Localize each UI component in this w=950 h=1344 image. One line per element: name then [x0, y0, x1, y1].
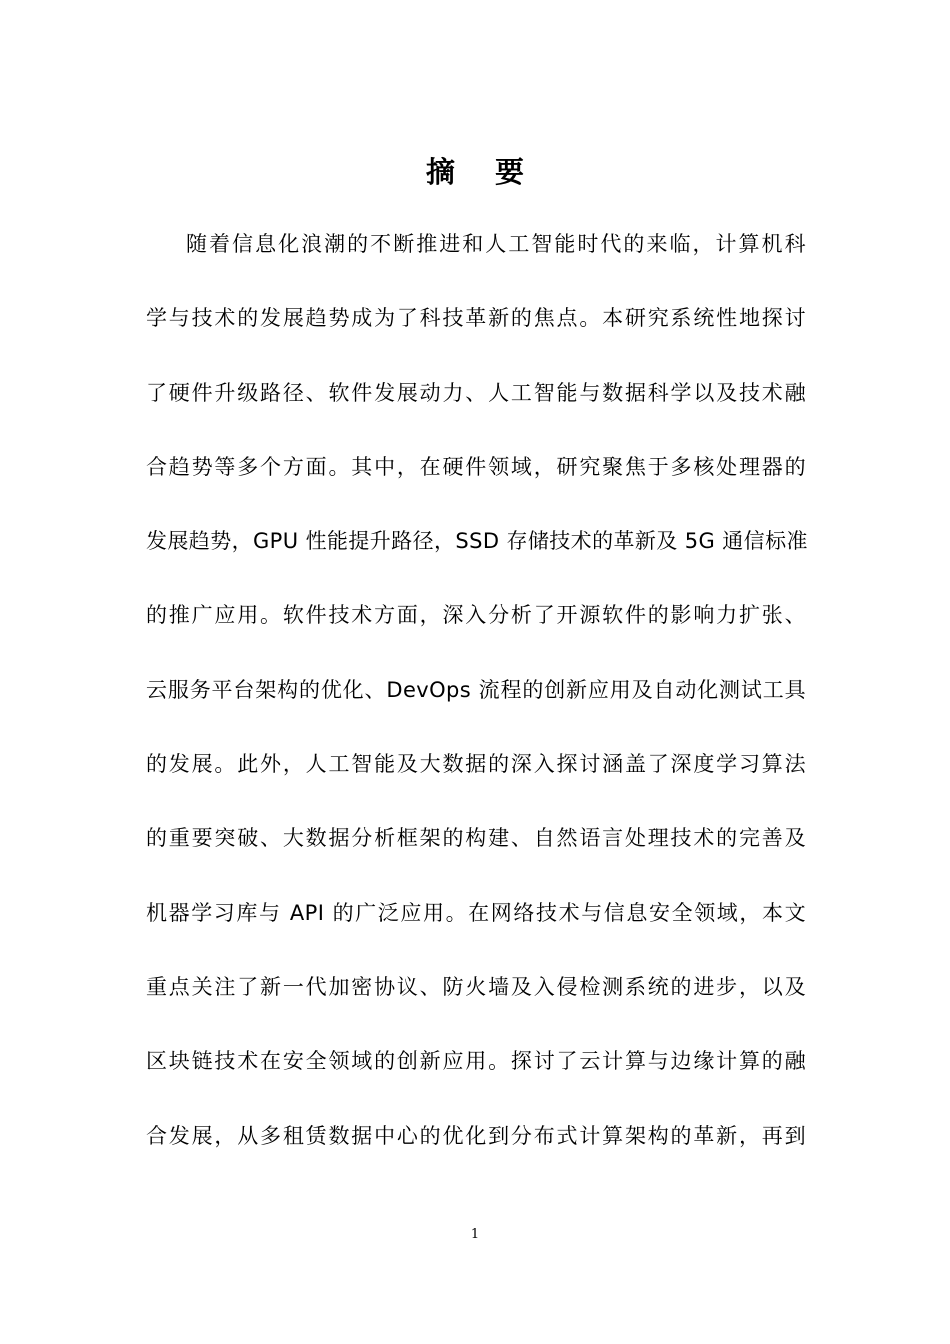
- abstract-title-part-1: 摘: [425, 155, 455, 189]
- paragraph-line: 的发展。此外，人工智能及大数据的深入探讨涵盖了深度学习算法: [146, 752, 806, 777]
- paragraph-line: 合趋势等多个方面。其中，在硬件领域，研究聚焦于多核处理器的: [146, 454, 806, 479]
- abstract-title-part-2: 要: [495, 155, 525, 189]
- paragraph-line: 学与技术的发展趋势成为了科技革新的焦点。本研究系统性地探讨: [146, 306, 806, 331]
- paragraph-line: 重点关注了新一代加密协议、防火墙及入侵检测系统的进步，以及: [146, 974, 806, 999]
- abstract-title: [0, 152, 950, 192]
- paragraph-line: 的重要突破、大数据分析框架的构建、自然语言处理技术的完善及: [146, 826, 806, 851]
- page-number: 1: [470, 1227, 480, 1242]
- abstract-paragraph: [146, 224, 806, 1190]
- paragraph-line: 的推广应用。软件技术方面，深入分析了开源软件的影响力扩张、: [146, 603, 806, 628]
- paragraph-line: 随着信息化浪潮的不断推进和人工智能时代的来临，计算机科: [186, 232, 806, 256]
- paragraph-line: 机器学习库与 API 的广泛应用。在网络技术与信息安全领域，本文: [146, 900, 806, 925]
- paragraph-line: 发展趋势，GPU 性能提升路径，SSD 存储技术的革新及 5G 通信标准: [146, 529, 808, 554]
- paragraph-line: 区块链技术在安全领域的创新应用。探讨了云计算与边缘计算的融: [146, 1049, 806, 1074]
- paragraph-line: 合发展，从多租赁数据中心的优化到分布式计算架构的革新，再到: [146, 1123, 806, 1148]
- paragraph-line: 云服务平台架构的优化、DevOps 流程的创新应用及自动化测试工具: [146, 677, 806, 702]
- paragraph-line: 了硬件升级路径、软件发展动力、人工智能与数据科学以及技术融: [146, 380, 806, 405]
